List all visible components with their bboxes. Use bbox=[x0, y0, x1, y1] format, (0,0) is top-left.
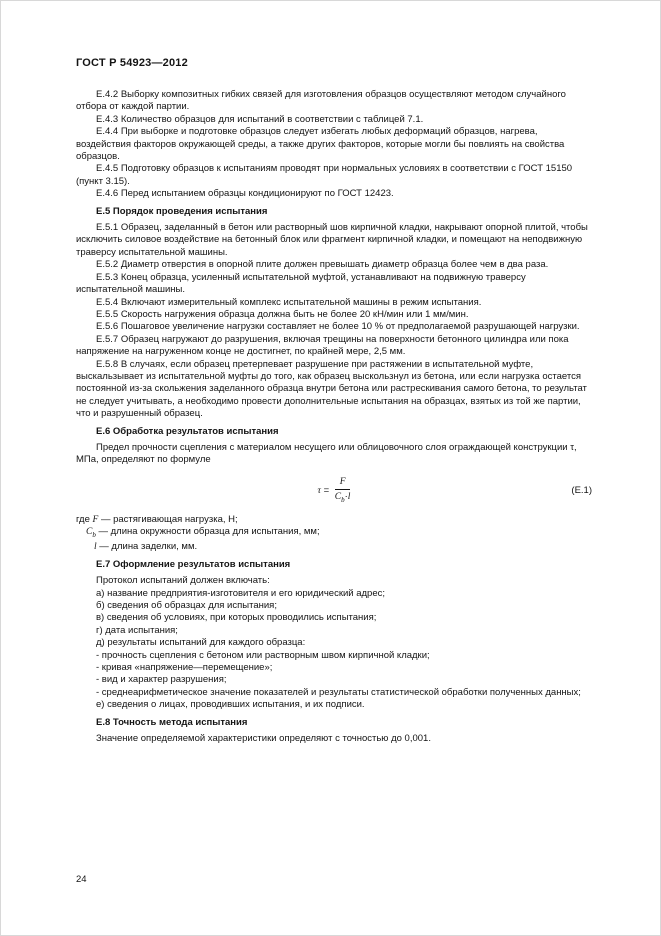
where-item-f: где F — растягивающая нагрузка, Н; bbox=[76, 513, 238, 525]
formula bbox=[76, 476, 592, 507]
list-item-a: а) название предприятия-изготовителя и его юридический адрес; bbox=[96, 587, 386, 599]
clause-e-5-2: Е.5.2 Диаметр отверстия в опорной плите должен превышать диаметр образца более чем в два раза. bbox=[96, 259, 549, 271]
clause-e-5-1: Е.5.1 Образец, заделанный в бетон или растворный шов кирпичной кладки, накрывают опорной плитой, чтобы исключить силовое воздействие на бетонный блок или фрагмент кирпичной кладки, и помещают на неподвижную траверсу испытательной машины. bbox=[76, 222, 588, 258]
where-item-cb: $C_b$ — длина окружности образца для испытания, мм; bbox=[86, 526, 320, 539]
clause-e-4-2: Е.4.2 Выборку композитных гибких связей для изготовления образцов осуществляют методом случайного отбора от каждой партии. bbox=[76, 89, 566, 113]
formula-numerator: F bbox=[335, 476, 351, 491]
clause-e-5-7: Е.5.7 Образец нагружают до разрушения, включая трещины на поверхности бетонного цилиндра или пока напряжение на нагруженном конце не достигнет, по крайней мере, 2,5 мм. bbox=[76, 333, 569, 358]
list-item-e: е) сведения о лицах, проводивших испытания, и их подписи. bbox=[96, 699, 365, 711]
list-item-b: б) сведения об образцах для испытания; bbox=[96, 600, 277, 611]
list-item-g: г) дата испытания; bbox=[96, 624, 178, 636]
dash-item-1: - прочность сцепления с бетоном или растворным швом кирпичной кладки; bbox=[96, 649, 430, 661]
dash-item-4: - среднеарифметическое значение показателей и результаты статистической обработки полученных данных; bbox=[96, 686, 581, 698]
heading-e-7: Е.7 Оформление результатов испытания bbox=[96, 558, 291, 570]
dash-item-2: - кривая «напряжение—перемещение»; bbox=[96, 662, 273, 674]
clause-e-4-5: Е.4.5 Подготовку образцов к испытаниям проводят при нормальных условиях в соответствии с ГОСТ 15150 (пункт 3.15). bbox=[76, 163, 573, 187]
heading-e-8: Е.8 Точность метода испытания bbox=[96, 716, 248, 728]
tau-symbol: τ bbox=[317, 486, 321, 497]
clause-e-5-5: Е.5.5 Скорость нагружения образца должна быть не более 20 кН/мин или 1 мм/мин. bbox=[96, 308, 469, 320]
clause-e-4-6: Е.4.6 Перед испытанием образцы кондиционируют по ГОСТ 12423. bbox=[96, 188, 394, 200]
where-item-l: l — длина заделки, мм. bbox=[94, 541, 198, 553]
equals-sign: = bbox=[320, 485, 332, 497]
clause-e-5-8: Е.5.8 В случаях, если образец претерпевает разрушение при растяжении в испытательной муфте, выскальзывает из испытательной муфты до того, как образец выскользнул из бетона, или если нагрузка остается постоянной из-за скольжения заделанного образца внутри бетона или растрескивания самого бетона, то результат не следует учитывать, а необходимо провести дополнительные испытания на образцах, взятых из той же партии, что и разрушенный образец. bbox=[76, 358, 587, 420]
clause-e-4-4: Е.4.4 При выборке и подготовке образцов следует избегать любых деформаций образцов, нагрева, воздействия факторов окружающей среды, а также других факторов, которые могли бы повлиять на свойства образцов. bbox=[76, 126, 565, 163]
heading-e-5: Е.5 Порядок проведения испытания bbox=[96, 205, 268, 217]
protocol-intro: Протокол испытаний должен включать: bbox=[96, 575, 270, 587]
formula-number: (Е.1) bbox=[571, 485, 592, 497]
clause-e-8-body: Значение определяемой характеристики определяют с точностью до 0,001. bbox=[96, 733, 431, 745]
formula-expression bbox=[318, 476, 351, 507]
clause-e-5-3: Е.5.3 Конец образца, усиленный испытательной муфтой, устанавливают на подвижную траверсу испытательной машины. bbox=[76, 271, 526, 296]
list-item-v: в) сведения об условиях, при которых проводились испытания; bbox=[96, 612, 377, 624]
dash-item-3: - вид и характер разрушения; bbox=[96, 674, 227, 686]
formula-lhs bbox=[318, 485, 332, 496]
formula-intro-paragraph: Предел прочности сцепления с материалом несущего или облицовочного слоя ограждающей конструкции τ, МПа, определяют по формуле bbox=[76, 441, 577, 466]
heading-e-6: Е.6 Обработка результатов испытания bbox=[96, 425, 279, 437]
formula-denominator: $C_b\cdot l$ bbox=[334, 491, 351, 505]
clause-e-5-6: Е.5.6 Пошаговое увеличение нагрузки составляет не более 10 % от предполагаемой разрушающей нагрузки. bbox=[96, 321, 580, 333]
clause-e-5-4: Е.5.4 Включают измерительный комплекс испытательной машины в режим испытания. bbox=[96, 296, 482, 308]
page-number: 24 bbox=[76, 874, 87, 885]
document-header: ГОСТ Р 54923—2012 bbox=[76, 57, 188, 69]
document-body bbox=[76, 89, 592, 745]
list-item-d: д) результаты испытаний для каждого образца: bbox=[96, 637, 306, 649]
formula-fraction bbox=[335, 476, 351, 507]
clause-e-4-3: Е.4.3 Количество образцов для испытаний в соответствии с таблицей 7.1. bbox=[96, 113, 424, 125]
formula-where-list bbox=[76, 514, 592, 554]
